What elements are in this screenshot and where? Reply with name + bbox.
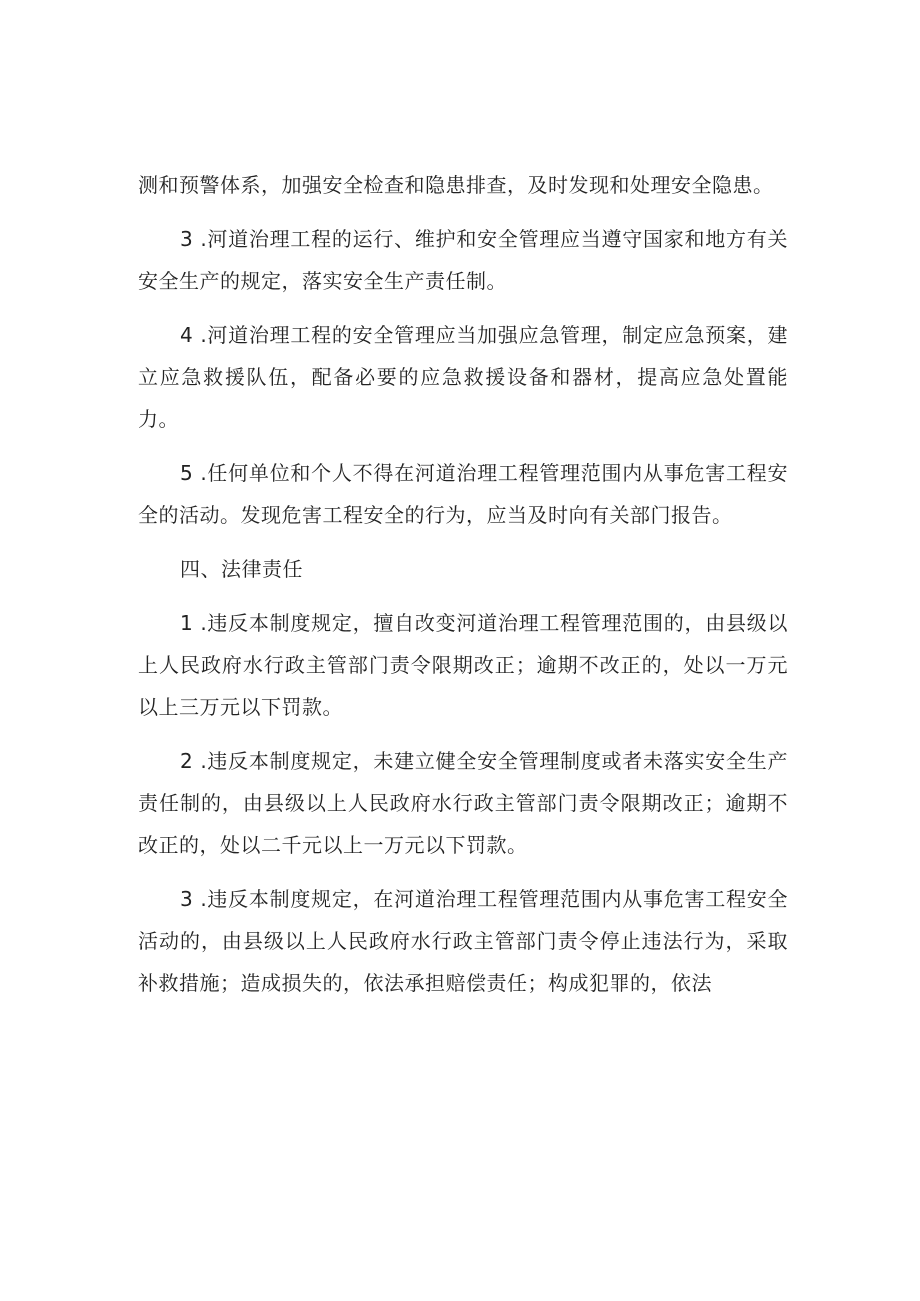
paragraph-item-3-safety: 3 .河道治理工程的运行、维护和安全管理应当遵守国家和地方有关安全生产的规定，落实安全生产责任制。 (138, 227, 788, 293)
paragraph-liability-1: 1 .违反本制度规定，擅自改变河道治理工程管理范围的，由县级以上人民政府水行政主管部门责令限期改正；逾期不改正的，处以一万元以上三万元以下罚款。 (138, 611, 788, 719)
paragraph-item-5-prohibition: 5 .任何单位和个人不得在河道治理工程管理范围内从事危害工程安全的活动。发现危害工程安全的行为，应当及时向有关部门报告。 (138, 461, 788, 527)
document-body (138, 164, 788, 1016)
section-heading-legal-liability: 四、法律责任 (180, 557, 303, 581)
paragraph-continuation: 测和预警体系，加强安全检查和隐患排查，及时发现和处理安全隐患。 (138, 173, 774, 197)
paragraph-liability-2: 2 .违反本制度规定，未建立健全安全管理制度或者未落实安全生产责任制的，由县级以上人民政府水行政主管部门责令限期改正；逾期不改正的，处以二千元以上一万元以下罚款。 (138, 749, 788, 857)
paragraph-item-4-emergency: 4 .河道治理工程的安全管理应当加强应急管理，制定应急预案，建立应急救援队伍，配备必要的应急救援设备和器材，提高应急处置能力。 (138, 323, 788, 431)
paragraph-liability-3: 3 .违反本制度规定，在河道治理工程管理范围内从事危害工程安全活动的，由县级以上人民政府水行政主管部门责令停止违法行为，采取补救措施；造成损失的，依法承担赔偿责任；构成犯罪的，依法 (138, 887, 788, 995)
